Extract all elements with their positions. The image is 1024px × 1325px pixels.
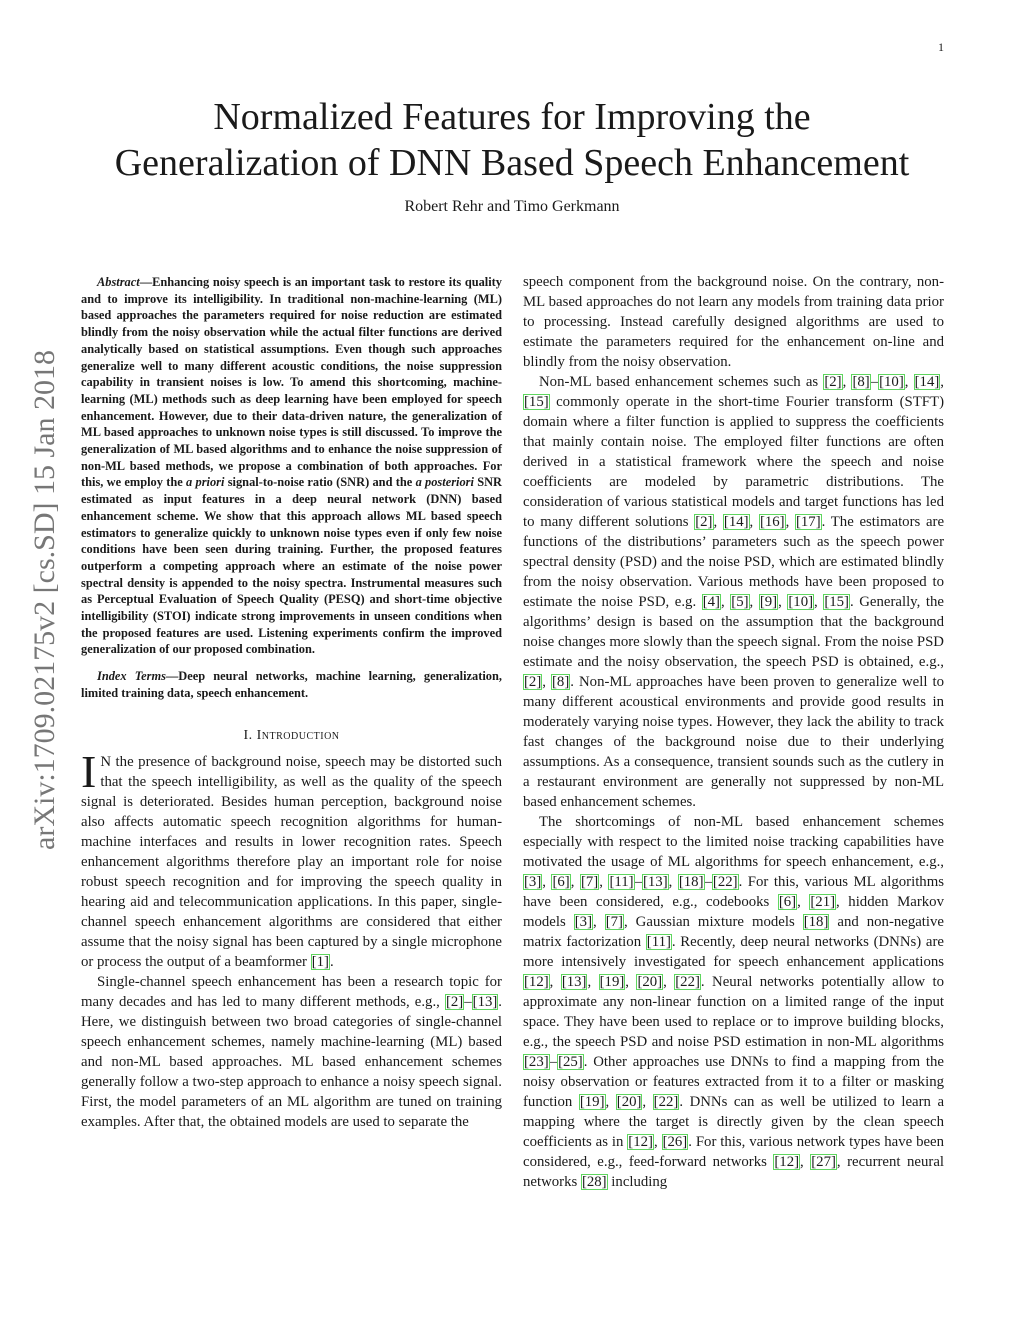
citation-link[interactable]: [12] — [628, 1134, 653, 1150]
paragraph-text: , — [940, 374, 944, 390]
citation-link[interactable]: [14] — [914, 374, 940, 390]
drop-cap: I — [81, 745, 97, 797]
abstract-dash: — — [139, 275, 153, 289]
citation-link[interactable]: [21] — [810, 894, 836, 910]
citation-link[interactable]: [19] — [599, 974, 625, 990]
citation-link[interactable]: [6] — [778, 894, 797, 910]
abstract-label: Abstract — [97, 275, 140, 289]
citation-link[interactable]: [10] — [879, 374, 904, 390]
paragraph-text: The shortcomings of non-ML based enhancement schemes especially with respect to the limited noise tracking capabilities have motivated the usage of ML algorithms for speech enhancement, e.g., — [523, 814, 944, 870]
citation-link[interactable]: [7] — [605, 914, 623, 930]
citation-link[interactable]: [11] — [609, 874, 634, 890]
paragraph-text: . Recently, deep neural networks (DNNs) are more intensively investigated for speech enhancement applications — [523, 934, 944, 970]
citation-link[interactable]: [2] — [695, 514, 713, 530]
paragraph-text: – — [549, 1054, 558, 1070]
left-column — [81, 274, 502, 1132]
paragraph-text: Single-channel speech enhancement has been a research topic for many decades and has led to many different methods, e.g., — [81, 973, 502, 1010]
paragraph-text: . Neural networks potentially allow to approximate any non-linear function on a limited range of the input space. They have been used to replace or to improve building blocks, e.g., the speech PSD and noise PSD estimation in non-ML algorithms — [523, 974, 945, 1050]
intro-paragraph-4 — [523, 812, 944, 1192]
paragraph-text: , — [587, 974, 599, 990]
citation-link[interactable]: [20] — [616, 1094, 642, 1110]
abstract-text: SNR estimated as input features in a deep neural network (DNN) based enhancement scheme. We show that this approach allows ML based speech estimators to generalize quickly to unknown noise types even if only few noise conditions have been seen during training. Further, the proposed features outperform a competing approach where an estimate of the noise power spectral density is appended to the noisy spectra. Instrumental measures such as Perceptual Evaluation of Speech Quality (PESQ) and short-time objective intelligibility (STOI) indicate strong improvements in unseen conditions when the proposed features are used. Listening experiments confirm the improved generalization of our proposed combination. — [81, 475, 502, 657]
intro-paragraph-2 — [81, 972, 502, 1132]
citation-link[interactable]: [20] — [637, 974, 663, 990]
citation-link[interactable]: [1] — [311, 953, 329, 970]
paragraph-text: , — [713, 514, 723, 530]
intro-paragraph-1 — [81, 745, 502, 972]
paragraph-text: , Gaussian mixture models — [623, 914, 803, 930]
citation-link[interactable]: [12] — [524, 974, 549, 990]
paragraph-text: , — [778, 594, 788, 610]
intro-paragraph-3 — [523, 372, 944, 812]
paragraph-text: , — [800, 1154, 811, 1170]
citation-link[interactable]: [25] — [558, 1054, 583, 1070]
paragraph-text: , — [797, 894, 810, 910]
citation-link[interactable]: [18] — [678, 874, 704, 890]
right-column — [523, 272, 944, 1192]
citation-link[interactable]: [7] — [580, 874, 599, 890]
paragraph-text: , — [593, 914, 605, 930]
citation-link[interactable]: [22] — [712, 874, 738, 890]
paragraph-text: . Non-ML approaches have been proven to generalize well to many different acoustical environments and provide good results in moderately varying noise types. However, they lack the ability to track fast changes of the background noise due to their underlying assumptions. As a consequence, transient sounds such as the cutlery in a restaurant environment are generally not suppressed by non-ML based enhancement schemes. — [523, 674, 944, 810]
citation-link[interactable]: [15] — [524, 394, 549, 410]
citation-link[interactable]: [17] — [795, 514, 821, 530]
arxiv-identifier: arXiv:1709.02175v2 [cs.SD] 15 Jan 2018 — [28, 350, 61, 850]
citation-link[interactable]: [13] — [561, 974, 587, 990]
citation-link[interactable]: [18] — [803, 914, 829, 930]
paragraph-text: , — [542, 874, 552, 890]
paragraph-text: , — [668, 874, 678, 890]
paragraph-text: , — [570, 874, 580, 890]
paragraph-text: , recurrent neural networks — [523, 1154, 944, 1190]
citation-link[interactable]: [16] — [759, 514, 785, 530]
paper-title — [80, 94, 944, 186]
paper-authors: Robert Rehr and Timo Gerkmann — [404, 198, 620, 215]
citation-link[interactable]: [12] — [774, 1154, 800, 1170]
paragraph-text: – — [704, 874, 712, 890]
paragraph-text: , — [653, 1134, 662, 1150]
citation-link[interactable]: [26] — [662, 1134, 688, 1150]
abstract — [81, 274, 502, 658]
section-heading-introduction — [81, 728, 502, 744]
paragraph-text: – — [464, 993, 472, 1010]
paragraph-text: , — [642, 1094, 653, 1110]
paragraph-text: . Generally, the algorithms’ design is based on the assumption that the background noise changes more slowly than the speech signal. From the noise PSD estimate and the noisy observation, the speech PSD is obtained, e.g., — [523, 594, 944, 670]
paragraph-text: commonly operate in the short-time Fourier transform (STFT) domain where a filter function is applied to suppress the coefficients that mainly contain noise. The employed filter functions are often derived in a statistical framework where the speech and noise coefficients are modeled by parametric distributions. The consideration of various statistical models and target functions has led to many different solutions — [523, 394, 944, 530]
citation-link[interactable]: [11] — [646, 934, 671, 950]
section-title: Introduction — [256, 727, 340, 743]
citation-link[interactable]: [6] — [552, 874, 570, 890]
paragraph-text: . The estimators are functions of the distributions’ parameters such as the speech power spectral density (PSD) and the noise PSD, which are estimated blindly from the noisy observation. Various methods have been proposed to estimate the noise PSD, e.g. — [523, 514, 945, 610]
abstract-text: signal-to-noise ratio (SNR) and the — [224, 475, 416, 490]
paragraph-text: , — [721, 594, 731, 610]
citation-link[interactable]: [2] — [824, 374, 842, 390]
paragraph-text: , — [814, 594, 824, 610]
paragraph-text: , — [625, 974, 637, 990]
citation-link[interactable]: [22] — [653, 1094, 679, 1110]
paragraph-text: including — [607, 1174, 668, 1190]
paragraph-text: and non-negative matrix factorization — [523, 914, 944, 950]
citation-link[interactable]: [28] — [581, 1174, 607, 1190]
abstract-italic-a-posteriori: a posteriori — [415, 475, 474, 490]
paragraph-text: – — [634, 874, 642, 890]
abstract-italic-a-priori: a priori — [186, 475, 225, 490]
paragraph-text: , hidden Markov models — [523, 894, 944, 930]
citation-link[interactable]: [3] — [574, 914, 593, 930]
citation-link[interactable]: [8] — [552, 674, 570, 690]
citation-link[interactable]: [8] — [852, 374, 870, 390]
paragraph-text: , — [599, 874, 609, 890]
paragraph-text: . DNNs can as well be utilized to learn a mapping where the target is directly given by the clean speech coefficients as in — [523, 1094, 945, 1150]
index-terms — [81, 668, 502, 701]
citation-link[interactable]: [22] — [675, 974, 700, 990]
paragraph-text: Non-ML based enhancement schemes such as — [539, 374, 824, 390]
title-line-1: Normalized Features for Improving the — [213, 96, 811, 138]
paragraph-text: . For this, various network types have been considered, e.g., feed-forward networks — [523, 1134, 945, 1170]
section-number: I. — [243, 727, 257, 743]
paragraph-text: , — [549, 974, 561, 990]
abstract-text: Enhancing noisy speech is an important task to restore its quality and to improve its intelligibility. In traditional non-machine-learning (ML) based approaches the parameters required for noise reduction are estimated blindly from the noisy observation while the actual filter functions are derived analytically based on statistical assumptions. Even though such approaches generalize well to many different acoustic conditions, the noise suppression capability in transient noises is low. To amend this shortcoming, machine-learning (ML) methods such as deep learning have been employed for speech enhancement. However, due to their data-driven nature, the generalization of ML based approaches to unknown noise types is still discussed. To improve the generalization of ML based algorithms and to enhance the noise suppression of non-ML based methods, we propose a combination of both approaches. For this, we employ the — [81, 275, 502, 490]
citation-link[interactable]: [4] — [702, 594, 720, 610]
paragraph-text: N the presence of background noise, speech may be distorted such that the speech intelligibility, as well as the quality of the speech signal is deteriorated. Besides human perception, background noise also affects automatic speech recognition algorithms for human-machine interfaces and results in lower recognition rates. Speech enhancement algorithms therefore play an important role for noise robust speech recognition and for improving the speech quality in hearing aid and telecommunication applications. In this paper, single-channel speech enhancement algorithms are considered that either assume that the noisy signal has been captured by a single microphone or process the output of a beamformer — [81, 753, 502, 970]
citation-link[interactable]: [23] — [524, 1054, 549, 1070]
citation-link[interactable]: [14] — [723, 514, 749, 530]
index-terms-dash: — — [165, 669, 179, 684]
intro-paragraph-2-continued — [523, 272, 944, 372]
paragraph-text: . Other approaches use DNNs to find a mapping from the noisy observation or features extracted from it to a filter or masking function — [523, 1054, 944, 1110]
citation-link[interactable]: [10] — [788, 594, 814, 610]
paragraph-text: , — [542, 674, 551, 690]
paragraph-text: . Here, we distinguish between two broad categories of single-channel speech enhancement schemes, namely machine-learning (ML) based and non-ML based approaches. ML based enhancement schemes generally follow a two-step approach to enhance a noisy speech signal. First, the model parameters of an ML algorithm are tuned on training examples. After that, the obtained models are used to separate the — [81, 993, 502, 1130]
title-line-2: Generalization of DNN Based Speech Enhancement — [114, 142, 910, 184]
citation-link[interactable]: [9] — [759, 594, 778, 610]
citation-link[interactable]: [27] — [811, 1154, 836, 1170]
citation-link[interactable]: [13] — [472, 993, 498, 1010]
paragraph-text: . For this, various ML algorithms have been considered, e.g., codebooks — [523, 874, 944, 910]
paragraph-text: , — [842, 374, 852, 390]
paragraph-text: . — [329, 953, 334, 970]
citation-link[interactable]: [2] — [524, 674, 542, 690]
paragraph-text: , — [605, 1094, 616, 1110]
citation-link[interactable]: [2] — [445, 993, 464, 1010]
paragraph-text: , — [785, 514, 795, 530]
citation-link[interactable]: [19] — [579, 1094, 605, 1110]
index-terms-label: Index Terms — [97, 669, 166, 684]
citation-link[interactable]: [3] — [524, 874, 542, 890]
citation-link[interactable]: [13] — [642, 874, 668, 890]
page-number: 1 — [938, 40, 944, 54]
paragraph-text: , — [904, 374, 914, 390]
paragraph-text: – — [870, 374, 879, 390]
citation-link[interactable]: [5] — [731, 594, 749, 610]
paragraph-text: , — [749, 514, 759, 530]
paragraph-text: , — [663, 974, 675, 990]
index-terms-text: Deep neural networks, machine learning, generalization, limited training data, speech enhancement. — [81, 669, 502, 700]
citation-link[interactable]: [15] — [824, 594, 849, 610]
paragraph-text: , — [749, 594, 759, 610]
paragraph-text: speech component from the background noise. On the contrary, non-ML based approaches do not learn any models from training data prior to processing. Instead carefully designed algorithms are used to estimate the parameters required for the enhancement on-line and blindly from the noisy observation. — [523, 274, 944, 370]
